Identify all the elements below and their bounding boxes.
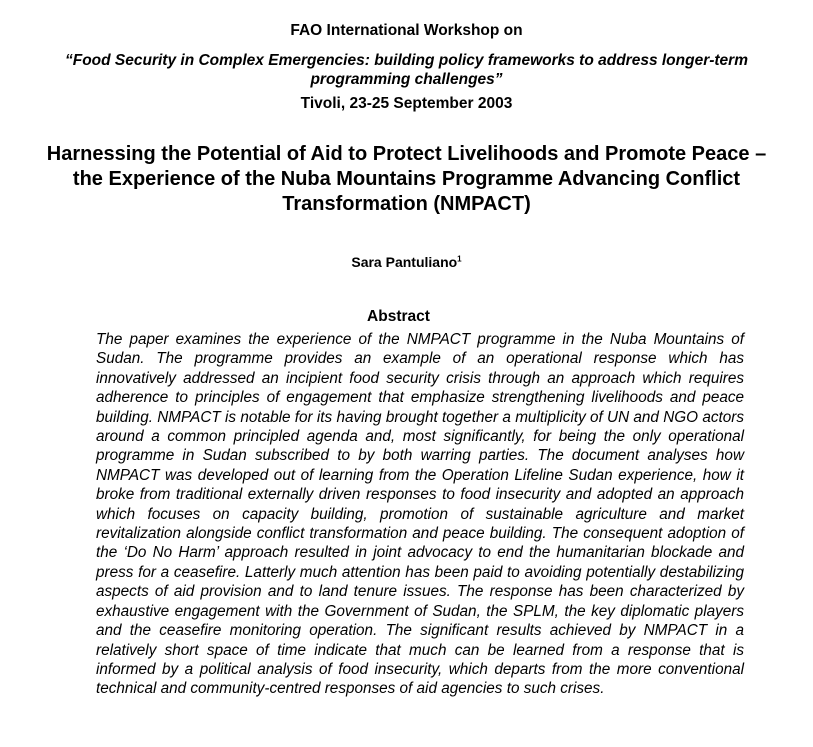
author-name: Sara Pantuliano bbox=[351, 254, 458, 270]
workshop-title: FAO International Workshop on bbox=[290, 22, 523, 39]
author-line bbox=[0, 253, 813, 271]
workshop-date-line: Tivoli, 23-25 September 2003 bbox=[300, 95, 513, 112]
workshop-theme: “Food Security in Complex Emergencies: building policy frameworks to address longer-term programming challenges” bbox=[64, 52, 748, 88]
abstract-heading: Abstract bbox=[367, 308, 430, 325]
author-footnote-mark[interactable]: 1 bbox=[457, 254, 462, 264]
paper-title: Harnessing the Potential of Aid to Protect Livelihoods and Promote Peace – the Experience of the Nuba Mountains Programme Advancing Conflict Transformation (NMPACT) bbox=[46, 143, 767, 215]
abstract-text: The paper examines the experience of the NMPACT programme in the Nuba Mountains of Sudan. The programme provides an example of an operational response which has innovatively addressed an incipient food security crisis through an approach which requires adherence to principles of engagement that emphasize strengthening livelihoods and peace building. NMPACT is notable for its having brought together a multiplicity of UN and NGO actors around a common principled agenda and, most significantly, for being the only operational programme in Sudan subscribed to by both warring parties. The document analyses how NMPACT was developed out of learning from the Operation Lifeline Sudan experience, how it broke from traditional externally driven responses to food insecurity and adopted an approach which focuses on capacity building, promotion of sustainable agriculture and market revitalization alongside conflict transformation and peace building. The consequent adoption of the ‘Do No Harm’ approach resulted in joint advocacy to end the humanitarian blockade and press for a ceasefire. Latterly much attention has been paid to avoiding potentially destabilizing aspects of aid provision and to land tenure issues. The response has been characterized by exhaustive engagement with the Government of Sudan, the SPLM, the key diplomatic players and the ceasefire monitoring operation. The significant results achieved by NMPACT in a relatively short space of time indicate that much can be learned from a response that is informed by a political analysis of food insecurity, which departs from the more conventional technical and community-centred responses of aid agencies to such crises. bbox=[96, 331, 744, 698]
